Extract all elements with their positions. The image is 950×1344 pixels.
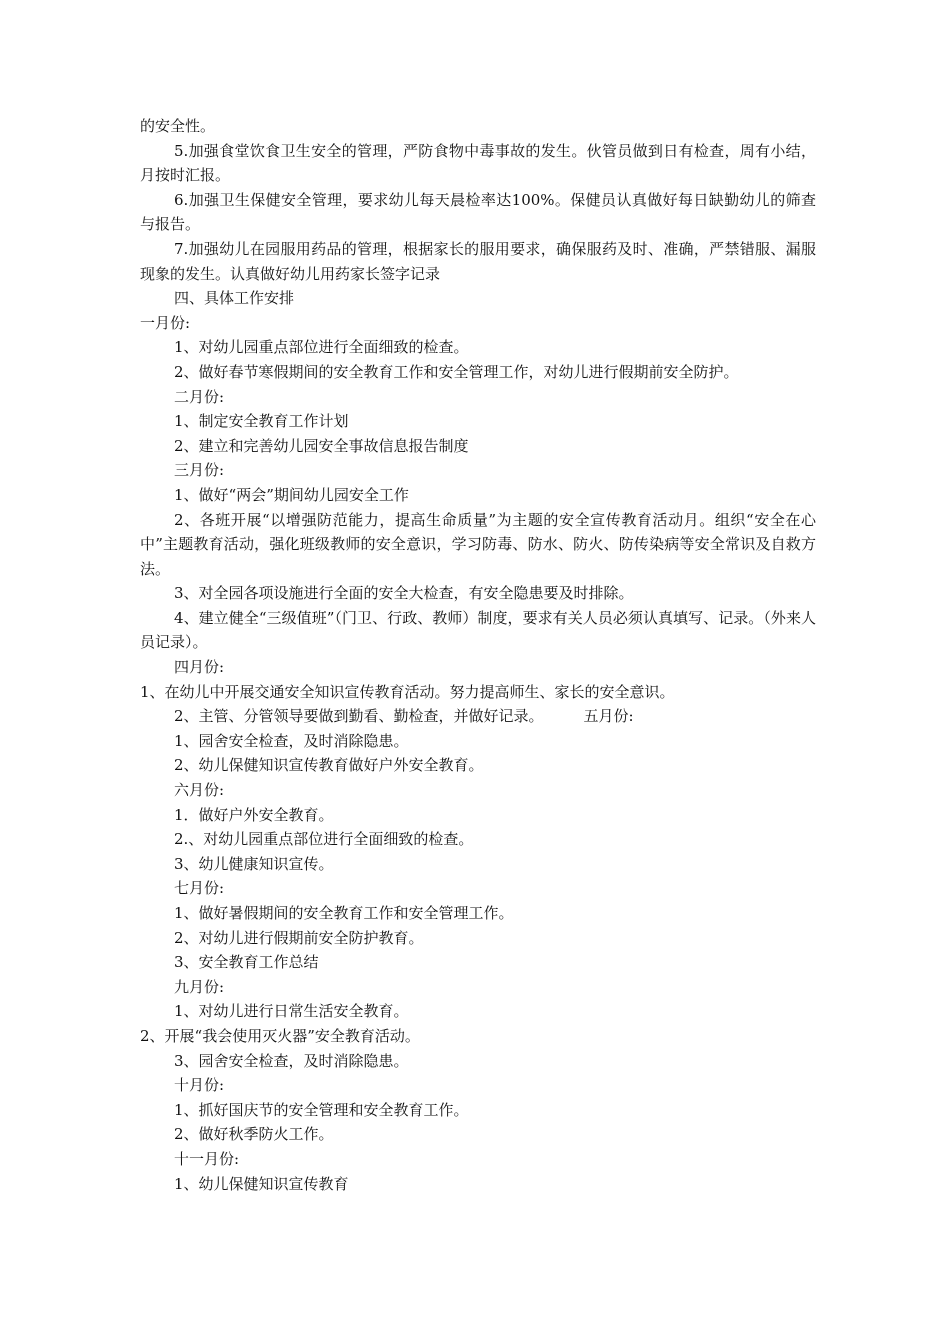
- list-item: 1．做好户外安全教育。: [174, 805, 334, 824]
- list-item: 1、做好暑假期间的安全教育工作和安全管理工作。: [174, 904, 514, 922]
- list-item: 2、对幼儿进行假期前安全防护教育。: [174, 928, 424, 947]
- month-heading-july: 七月份:: [174, 879, 225, 898]
- month-heading-january: 一月份:: [140, 313, 191, 332]
- list-item: 2.、对幼儿园重点部位进行全面细致的检查。: [174, 830, 474, 849]
- list-item: 1、做好“两会”期间幼儿园安全工作: [174, 485, 409, 504]
- list-item: 3、园舍安全检查，及时消除隐患。: [174, 1051, 409, 1070]
- list-item: 1、抓好国庆节的安全管理和安全教育工作。: [174, 1100, 469, 1119]
- month-heading-september: 九月份:: [174, 977, 225, 996]
- month-heading-april: 四月份:: [174, 658, 225, 677]
- list-item-text: 2、主管、分管领导要做到勤看、勤检查，并做好记录。: [174, 707, 544, 726]
- list-item: 1、对幼儿进行日常生活安全教育。: [174, 1002, 409, 1021]
- list-item: 2、做好秋季防火工作。: [174, 1125, 334, 1144]
- paragraph-item-6: 6.加强卫生保健安全管理，要求幼儿每天晨检率达100%。保健员认真做好每日缺勤幼儿的筛查与报告。: [140, 190, 816, 234]
- list-item: 1、在幼儿中开展交通安全知识宣传教育活动。努力提高师生、家长的安全意识。: [140, 682, 675, 701]
- list-item: 1、制定安全教育工作计划: [174, 412, 349, 431]
- month-heading-november: 十一月份:: [174, 1149, 240, 1168]
- list-item: 3、对全园各项设施进行全面的安全大检查，有安全隐患要及时排除。: [174, 584, 634, 603]
- list-item: 2、做好春节寒假期间的安全教育工作和安全管理工作，对幼儿进行假期前安全防护。: [174, 362, 739, 381]
- list-item: 4、建立健全“三级值班”（门卫、行政、教师）制度，要求有关人员必须认真填写、记录。（外来人员记录）。: [140, 608, 816, 652]
- document-body: [140, 114, 816, 1196]
- list-item: 1、幼儿保健知识宣传教育: [174, 1174, 349, 1193]
- list-item: 2、开展“我会使用灭火器”安全教育活动。: [140, 1026, 420, 1045]
- month-heading-june: 六月份:: [174, 781, 225, 800]
- paragraph-item-5: 5.加强食堂饮食卫生安全的管理，严防食物中毒事故的发生。伙管员做到日有检查，周有小结，月按时汇报。: [140, 141, 816, 185]
- paragraph-continuation: 的安全性。: [140, 117, 216, 135]
- section-heading: 四、具体工作安排: [174, 289, 295, 308]
- month-heading-october: 十月份:: [174, 1076, 225, 1095]
- month-heading-february: 二月份:: [174, 387, 225, 406]
- list-item: 3、安全教育工作总结: [174, 953, 319, 972]
- list-item: 1、园舍安全检查，及时消除隐患。: [174, 731, 409, 750]
- month-heading-may: 五月份:: [583, 707, 634, 726]
- list-item: 3、幼儿健康知识宣传。: [174, 854, 334, 873]
- paragraph-item-7: 7.加强幼儿在园服用药品的管理，根据家长的服用要求，确保服药及时、准确，严禁错服、漏服现象的发生。认真做好幼儿用药家长签字记录: [140, 239, 816, 283]
- list-item: 2、建立和完善幼儿园安全事故信息报告制度: [174, 436, 469, 455]
- list-item: 2、幼儿保健知识宣传教育做好户外安全教育。: [174, 756, 484, 775]
- month-heading-march: 三月份:: [174, 461, 225, 480]
- list-item-with-inline-heading: [140, 704, 816, 729]
- list-item: 1、对幼儿园重点部位进行全面细致的检查。: [174, 338, 469, 357]
- list-item: 2、各班开展“以增强防范能力，提高生命质量”为主题的安全宣传教育活动月。组织“安全在心中”主题教育活动，强化班级教师的安全意识，学习防毒、防水、防火、防传染病等安全常识及自救方法。: [140, 510, 816, 578]
